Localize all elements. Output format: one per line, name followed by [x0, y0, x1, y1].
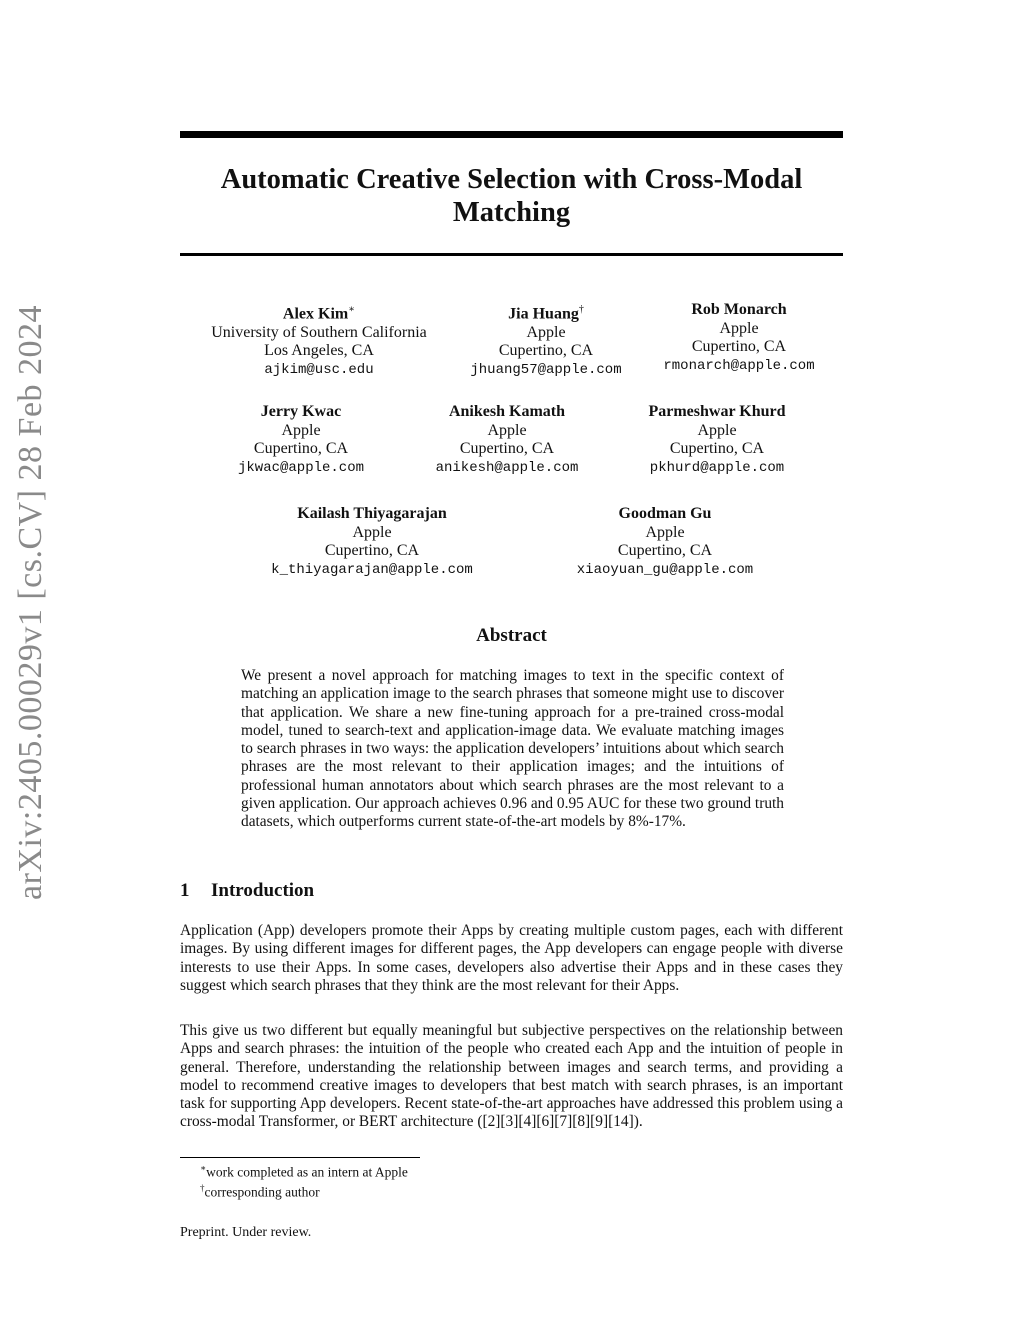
author-mark: ∗ [348, 304, 356, 315]
author-name: Goodman Gu [618, 505, 712, 522]
author-affiliation: Apple [526, 323, 566, 341]
author-name: Rob Monarch [691, 301, 787, 318]
footnote-mark: ∗ [200, 1163, 207, 1173]
author-block [211, 301, 427, 379]
paper-title [180, 163, 843, 229]
section-heading [180, 880, 314, 902]
author-name: Alex Kim [282, 305, 349, 323]
author-name: Jerry Kwac [260, 403, 342, 420]
author-block [271, 505, 473, 579]
author-affiliation: Apple [719, 319, 759, 337]
author-affiliation: Apple [281, 421, 321, 439]
author-location: Cupertino, CA [669, 440, 765, 457]
author-location: Cupertino, CA [459, 440, 555, 457]
abstract-heading: Abstract [476, 625, 547, 646]
abstract-text: We present a novel approach for matching images to text in the specific context of matching an application image to the search phrases that someone might use to discover that application. We share a new fine-tuning approach for a pre-trained cross-modal model, tuned to search-text and application-image data. We evaluate matching images to search phrases in two ways: the application developers’ intuitions about which search phrases are the most relevant to their application images; and the intuitions of professional human annotators about which search phrases are the most relevant to a given application. Our approach achieves 0.96 and 0.95 AUC for these two ground truth datasets, which outperforms current state-of-the-art models by 8%-17%. [241, 667, 784, 831]
author-email: jkwac@apple.com [237, 459, 365, 476]
author-name: Parmeshwar Khurd [648, 403, 786, 420]
title-line-1: Automatic Creative Selection with Cross-Modal [220, 164, 803, 195]
section-title: Introduction [211, 880, 315, 901]
footnote-rule [180, 1157, 420, 1158]
title-rule-top [180, 131, 843, 138]
author-name: Kailash Thiyagarajan [297, 505, 447, 522]
author-email: jhuang57@apple.com [470, 361, 622, 378]
intro-paragraph-1: Application (App) developers promote their Apps by creating multiple custom pages, each with different images. By using different images for different pages, the App developers can engage people with diverse interests to use their Apps. In some cases, developers also advertise their Apps and in these cases they suggest which search phrases that they think are the most relevant for their Apps. [180, 922, 843, 994]
author-location: Cupertino, CA [253, 440, 349, 457]
footnote-text: corresponding author [204, 1184, 320, 1200]
author-email: pkhurd@apple.com [649, 459, 785, 476]
author-block [470, 301, 621, 379]
section-number: 1 [180, 880, 190, 901]
author-block [663, 301, 814, 375]
author-affiliation: Apple [697, 421, 737, 439]
footnote-mark: † [200, 1183, 205, 1193]
author-location: Cupertino, CA [324, 542, 420, 559]
footnote [200, 1180, 320, 1201]
author-affiliation: Apple [645, 523, 685, 541]
author-email: ajkim@usc.edu [264, 361, 374, 378]
footnote-text: work completed as an intern at Apple [206, 1164, 408, 1180]
author-block [436, 403, 579, 477]
author-name: Anikesh Kamath [448, 403, 566, 420]
arxiv-stamp: arXiv:2405.00029v1 [cs.CV] 28 Feb 2024 [12, 304, 49, 900]
preprint-note: Preprint. Under review. [180, 1225, 312, 1240]
author-location: Cupertino, CA [617, 542, 713, 559]
title-line-2: Matching [452, 197, 571, 228]
author-location: Cupertino, CA [691, 338, 787, 355]
author-mark: † [578, 304, 584, 315]
author-block [577, 505, 753, 579]
title-rule-bottom [180, 253, 843, 256]
author-block [238, 403, 364, 477]
author-email: k_thiyagarajan@apple.com [271, 561, 473, 578]
author-location: Cupertino, CA [498, 342, 594, 360]
author-affiliation: University of Southern California [211, 323, 427, 341]
author-affiliation: Apple [352, 523, 392, 541]
author-affiliation: Apple [487, 421, 527, 439]
author-email: xiaoyuan_gu@apple.com [576, 561, 754, 578]
author-block [648, 403, 785, 477]
author-name: Jia Huang [508, 305, 579, 323]
footnote [200, 1160, 408, 1181]
author-email: anikesh@apple.com [435, 459, 579, 476]
author-location: Los Angeles, CA [264, 342, 374, 360]
intro-paragraph-2: This give us two different but equally meaningful but subjective perspectives on the relationship between Apps and search phrases: the intuition of the people who created each App and the intuition of people in general. Therefore, understanding the relationship between images and search terms, and providing a model to recommend creative images to developers that best match with search phrases, is an important task for supporting App developers. Recent state-of-the-art approaches have addressed this problem using a cross-modal Transformer, or BERT architecture ([2][3][4][6][7][8][9][14]). [180, 1022, 843, 1131]
author-email: rmonarch@apple.com [663, 357, 815, 374]
